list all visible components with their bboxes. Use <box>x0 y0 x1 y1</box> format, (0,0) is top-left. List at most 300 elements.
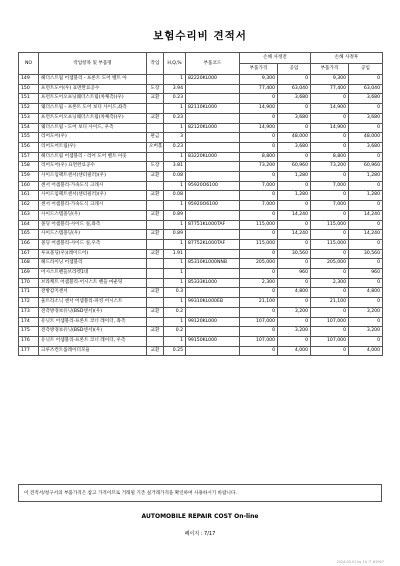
row-no: 177 <box>19 346 39 356</box>
table-row <box>19 113 383 123</box>
row-before-labor: 3,200 <box>278 307 311 317</box>
row-no: 161 <box>19 191 39 201</box>
row-before-labor: 3,680 <box>278 142 311 152</box>
table-row <box>19 104 383 114</box>
row-before-labor: 1,280 <box>278 172 311 182</box>
row-before-part-price: 0 <box>240 230 278 240</box>
row-no: 171 <box>19 288 39 298</box>
row-part-code: 85310KL000NNB <box>186 259 240 269</box>
row-part-code: 87752KL000TAF <box>186 239 240 249</box>
row-part-code <box>186 346 240 356</box>
table-row <box>19 346 383 356</box>
row-after-part-price: 0 <box>311 191 349 201</box>
row-no: 160 <box>19 181 39 191</box>
row-hq: 1 <box>164 220 186 230</box>
row-item-name: 사이드임팩트센서(센터필러)(우) <box>39 191 147 201</box>
table-row <box>19 191 383 201</box>
row-before-labor: 0 <box>278 239 311 249</box>
row-after-labor: 1,280 <box>349 191 383 201</box>
row-before-labor: 63,040 <box>278 84 311 94</box>
row-after-part-price: 115,000 <box>311 239 349 249</box>
row-after-labor: 14,240 <box>349 210 383 220</box>
row-work <box>147 220 164 230</box>
row-before-labor: 0 <box>278 152 311 162</box>
row-no: 172 <box>19 298 39 308</box>
header-after-labor: 공임 <box>349 64 383 75</box>
row-after-labor: 0 <box>349 123 383 133</box>
row-work <box>147 201 164 211</box>
row-no: 156 <box>19 142 39 152</box>
table-row <box>19 278 383 288</box>
row-part-code <box>186 142 240 152</box>
row-after-labor: 0 <box>349 220 383 230</box>
row-before-labor: 0 <box>278 201 311 211</box>
estimate-table <box>18 52 383 356</box>
row-no: 169 <box>19 269 39 279</box>
footer-brand: AUTOMOBILE REPAIR COST On-line <box>141 513 259 520</box>
row-before-part-price: 0 <box>240 269 278 279</box>
row-after-labor: 0 <box>349 278 383 288</box>
row-no: 152 <box>19 104 39 114</box>
row-item-name: 프런트도어오프닝웨더스트립(차체측)(우) <box>39 94 147 104</box>
row-work: 도장 <box>147 162 164 172</box>
header-after: 손해 사정후 <box>311 53 383 64</box>
row-item-name: 울트라소닉 센서 어셈블리-파킹 어시스트 <box>39 298 147 308</box>
row-after-labor: 0 <box>349 239 383 249</box>
row-after-part-price: 0 <box>311 133 349 143</box>
row-after-part-price: 9,300 <box>311 75 349 85</box>
row-item-name: 브라케트 어셈블리-어시스트 핸들 마운팅 <box>39 278 147 288</box>
row-after-labor: 4,800 <box>349 288 383 298</box>
row-before-part-price: 73,200 <box>240 162 278 172</box>
row-no: 151 <box>19 94 39 104</box>
table-row <box>19 172 383 182</box>
row-work: 오버홀 <box>147 142 164 152</box>
row-item-name: 사이드스텝몰딩(우) <box>39 210 147 220</box>
row-after-labor: 3,200 <box>349 307 383 317</box>
row-work: 판금 <box>147 133 164 143</box>
row-after-part-price: 0 <box>311 307 349 317</box>
row-work <box>147 104 164 114</box>
table-row <box>19 327 383 337</box>
table-row <box>19 336 383 346</box>
row-after-labor: 0 <box>349 317 383 327</box>
row-part-code <box>186 307 240 317</box>
row-after-labor: 60,960 <box>349 162 383 172</box>
row-part-code: 85333KL000 <box>186 278 240 288</box>
row-before-labor: 0 <box>278 336 311 346</box>
row-part-code <box>186 269 240 279</box>
header-after-part: 부품가격 <box>311 64 349 75</box>
row-part-code: 99310KL000EB <box>186 298 240 308</box>
row-hq: 0.25 <box>164 346 186 356</box>
row-after-part-price: 0 <box>311 210 349 220</box>
row-after-labor: 3,200 <box>349 327 383 337</box>
table-row <box>19 201 383 211</box>
row-no: 165 <box>19 230 39 240</box>
row-after-part-price: 107,000 <box>311 317 349 327</box>
row-part-code: 99150KL000 <box>186 336 240 346</box>
row-work <box>147 317 164 327</box>
row-item-name: 유닛트 어셈블리-프론트 코너 레이더, 우측 <box>39 336 147 346</box>
row-hq: 1 <box>164 269 186 279</box>
table-row <box>19 123 383 133</box>
row-item-name: 헤더스트립 어셈블리 - 프론트 도어 벨트 아 <box>39 75 147 85</box>
row-before-part-price: 7,000 <box>240 181 278 191</box>
table-row <box>19 162 383 172</box>
row-before-part-price: 0 <box>240 346 278 356</box>
row-before-labor: 14,240 <box>278 210 311 220</box>
row-before-labor: 0 <box>278 181 311 191</box>
header-hq: H,Q,% <box>164 53 186 75</box>
row-no: 153 <box>19 113 39 123</box>
row-hq: 1 <box>164 278 186 288</box>
row-before-labor: 0 <box>278 298 311 308</box>
row-before-part-price: 107,000 <box>240 336 278 346</box>
row-item-name: 프런트도어(우) 표면완료공수 <box>39 84 147 94</box>
row-work: 교환 <box>147 327 164 337</box>
row-before-labor: 30,560 <box>278 249 311 259</box>
row-item-name: 사이드임팩트센서(센터필러)(우) <box>39 172 147 182</box>
row-after-labor: 3,680 <box>349 94 383 104</box>
row-no: 175 <box>19 327 39 337</box>
row-hq: 1 <box>164 104 186 114</box>
header-no: NO <box>19 53 39 75</box>
row-hq: 1 <box>164 317 186 327</box>
row-work: 도장 <box>147 84 164 94</box>
row-after-part-price: 0 <box>311 113 349 123</box>
row-before-part-price: 115,000 <box>240 239 278 249</box>
row-after-part-price: 14,900 <box>311 123 349 133</box>
row-before-labor: 0 <box>278 317 311 327</box>
row-item-name: 리어도어트림(우) <box>39 142 147 152</box>
table-row <box>19 210 383 220</box>
row-after-part-price: 14,900 <box>311 104 349 114</box>
row-before-part-price: 115,000 <box>240 220 278 230</box>
row-after-labor: 3,680 <box>349 142 383 152</box>
row-before-labor: 960 <box>278 269 311 279</box>
table-row <box>19 269 383 279</box>
document-title: 보험수리비 견적서 <box>153 30 247 42</box>
row-no: 155 <box>19 133 39 143</box>
row-after-part-price: 0 <box>311 172 349 182</box>
row-item-name: 크루즈컨트롤레이더모듈 <box>39 346 147 356</box>
row-part-code <box>186 210 240 220</box>
row-no: 158 <box>19 162 39 172</box>
row-after-part-price: 2,300 <box>311 278 349 288</box>
row-after-part-price: 0 <box>311 327 349 337</box>
table-row <box>19 230 383 240</box>
row-item-name: 전측방경보유닛(BSD센서)(우) <box>39 307 147 317</box>
row-hq: 0.23 <box>164 94 186 104</box>
row-no: 168 <box>19 259 39 269</box>
row-work: 교환 <box>147 346 164 356</box>
row-work: 교환 <box>147 288 164 298</box>
table-row <box>19 94 383 104</box>
header-row-1 <box>19 53 383 64</box>
row-no: 164 <box>19 220 39 230</box>
table-row <box>19 259 383 269</box>
row-work <box>147 259 164 269</box>
row-before-part-price: 14,900 <box>240 104 278 114</box>
row-item-name: 헤더스트립 어셈블리 - 리어 도어 벨트 아웃 <box>39 152 147 162</box>
row-work: 교환 <box>147 307 164 317</box>
row-work: 교환 <box>147 210 164 220</box>
row-after-part-price: 0 <box>311 94 349 104</box>
row-work <box>147 278 164 288</box>
row-before-part-price: 8,800 <box>240 152 278 162</box>
row-item-name: 전측방경보유닛(BSD센서)(우) <box>39 327 147 337</box>
row-before-part-price: 205,000 <box>240 259 278 269</box>
row-part-code <box>186 133 240 143</box>
row-no: 167 <box>19 249 39 259</box>
row-hq: 1 <box>164 152 186 162</box>
row-work <box>147 269 164 279</box>
estimate-rows <box>19 75 383 356</box>
row-item-name: 몰딩 어셈블리-사이드 실,우측 <box>39 239 147 249</box>
row-after-labor: 30,560 <box>349 249 383 259</box>
row-hq: 1 <box>164 123 186 133</box>
row-hq: 0.89 <box>164 230 186 240</box>
row-hq: 1 <box>164 201 186 211</box>
row-before-labor: 3,200 <box>278 327 311 337</box>
row-part-code <box>186 113 240 123</box>
row-no: 170 <box>19 278 39 288</box>
row-after-labor: 0 <box>349 201 383 211</box>
row-part-code <box>186 94 240 104</box>
row-after-labor: 48,000 <box>349 133 383 143</box>
row-hq: 3.81 <box>164 162 186 172</box>
row-after-labor: 14,240 <box>349 230 383 240</box>
table-row <box>19 307 383 317</box>
row-no: 176 <box>19 336 39 346</box>
row-hq: 1 <box>164 75 186 85</box>
header-before: 손해 사정전 <box>240 53 311 64</box>
row-item-name: 헤드라이닝 어셈블리 <box>39 259 147 269</box>
row-before-part-price: 0 <box>240 133 278 143</box>
row-before-part-price: 21,100 <box>240 298 278 308</box>
row-before-part-price: 0 <box>240 113 278 123</box>
row-no: 154 <box>19 123 39 133</box>
header-code: 부품코드 <box>186 53 240 75</box>
row-item-name: 센서 어셈블리-가속도식 크래시 <box>39 201 147 211</box>
row-hq: 0.23 <box>164 113 186 123</box>
row-work: 교환 <box>147 191 164 201</box>
row-no: 166 <box>19 239 39 249</box>
row-work: 교환 <box>147 249 164 259</box>
row-part-code <box>186 327 240 337</box>
table-row <box>19 181 383 191</box>
row-item-name: 리어도어(우) <box>39 133 147 143</box>
row-work <box>147 336 164 346</box>
row-before-part-price: 2,300 <box>240 278 278 288</box>
row-hq: 1 <box>164 181 186 191</box>
row-hq: 0.23 <box>164 142 186 152</box>
table-row <box>19 142 383 152</box>
row-before-part-price: 0 <box>240 210 278 220</box>
table-row <box>19 317 383 327</box>
row-part-code: 82220KL000 <box>186 75 240 85</box>
row-no: 159 <box>19 172 39 182</box>
page-number: 페이지 : 7/17 <box>184 531 216 537</box>
row-after-part-price: 0 <box>311 346 349 356</box>
row-no: 162 <box>19 201 39 211</box>
row-before-labor: 4,800 <box>278 288 311 298</box>
table-row <box>19 220 383 230</box>
row-no: 150 <box>19 84 39 94</box>
row-item-name: 유닛트 어셈블리-프론트 코너 레이더, 좌측 <box>39 317 147 327</box>
row-hq: 1 <box>164 336 186 346</box>
row-part-code: 99120KL000 <box>186 317 240 327</box>
row-hq: 3.94 <box>164 84 186 94</box>
row-work: 교환 <box>147 230 164 240</box>
row-before-labor: 0 <box>278 75 311 85</box>
table-row <box>19 239 383 249</box>
row-work: 교환 <box>147 172 164 182</box>
row-work <box>147 152 164 162</box>
row-hq: 3 <box>164 133 186 143</box>
row-item-name: 센서 어셈블리-가속도식 크래시 <box>39 181 147 191</box>
row-hq: 0.89 <box>164 210 186 220</box>
row-before-part-price: 0 <box>240 307 278 317</box>
row-part-code <box>186 249 240 259</box>
row-before-part-price: 0 <box>240 191 278 201</box>
row-hq: 1 <box>164 259 186 269</box>
row-hq: 1 <box>164 239 186 249</box>
row-before-part-price: 7,000 <box>240 201 278 211</box>
table-row <box>19 298 383 308</box>
row-item-name: 몰딩 어셈블리-사이드 실,좌측 <box>39 220 147 230</box>
row-hq: 0.2 <box>164 327 186 337</box>
row-item-name: 사이드스텝몰딩(우) <box>39 230 147 240</box>
row-before-labor: 0 <box>278 259 311 269</box>
row-part-code <box>186 162 240 172</box>
row-part-code <box>186 288 240 298</box>
row-before-labor: 3,680 <box>278 94 311 104</box>
row-before-labor: 0 <box>278 220 311 230</box>
row-after-part-price: 205,000 <box>311 259 349 269</box>
row-hq: 1.91 <box>164 249 186 259</box>
row-part-code <box>186 191 240 201</box>
table-row <box>19 84 383 94</box>
row-hq: 0.3 <box>164 288 186 298</box>
row-after-labor: 0 <box>349 75 383 85</box>
row-after-part-price: 8,800 <box>311 152 349 162</box>
row-item-name: 리어도어(우) 표면완료공수 <box>39 162 147 172</box>
row-after-labor: 0 <box>349 298 383 308</box>
row-after-part-price: 77,400 <box>311 84 349 94</box>
row-after-part-price: 107,000 <box>311 336 349 346</box>
table-row <box>19 249 383 259</box>
row-after-part-price: 0 <box>311 288 349 298</box>
row-after-part-price: 0 <box>311 249 349 259</box>
row-work <box>147 298 164 308</box>
row-item-name: 전방감지센서 <box>39 288 147 298</box>
row-before-labor: 60,960 <box>278 162 311 172</box>
row-no: 157 <box>19 152 39 162</box>
row-after-labor: 1,280 <box>349 172 383 182</box>
row-part-code: 83220KL000 <box>186 152 240 162</box>
row-before-labor: 1,280 <box>278 191 311 201</box>
row-item-name: 루프몰딩(우)(레이드어) <box>39 249 147 259</box>
row-after-labor: 0 <box>349 104 383 114</box>
row-before-part-price: 107,000 <box>240 317 278 327</box>
row-part-code: 82120KL000 <box>186 123 240 133</box>
row-work <box>147 75 164 85</box>
row-work: 교환 <box>147 113 164 123</box>
row-before-part-price: 77,400 <box>240 84 278 94</box>
watermark-text: 2024-05-01 by 1A 가 #2907 <box>336 560 384 564</box>
row-part-code <box>186 172 240 182</box>
row-after-labor: 0 <box>349 336 383 346</box>
row-before-labor: 0 <box>278 104 311 114</box>
row-before-part-price: 0 <box>240 172 278 182</box>
row-item-name: 어시스트핸들브라켓1대 <box>39 269 147 279</box>
row-after-part-price: 7,000 <box>311 201 349 211</box>
row-after-labor: 960 <box>349 269 383 279</box>
row-before-part-price: 0 <box>240 249 278 259</box>
header-before-part: 부품가격 <box>240 64 278 75</box>
price-note: 이 견적서/청구서의 부품가격은 참고 가격이므로 거래될 기존 실거래가격을 확인하여 사용하시기 바랍니다. <box>18 484 382 502</box>
row-item-name: 프런트도어오프닝웨더스트립(차체측)(우) <box>39 113 147 123</box>
row-before-labor: 14,240 <box>278 230 311 240</box>
row-work <box>147 123 164 133</box>
row-part-code <box>186 84 240 94</box>
row-part-code: 87751KL000TAF <box>186 220 240 230</box>
row-after-part-price: 115,000 <box>311 220 349 230</box>
row-before-labor: 0 <box>278 123 311 133</box>
table-row <box>19 75 383 85</box>
row-after-part-price: 0 <box>311 230 349 240</box>
row-no: 163 <box>19 210 39 220</box>
row-before-labor: 4,000 <box>278 346 311 356</box>
row-work <box>147 181 164 191</box>
row-after-labor: 0 <box>349 181 383 191</box>
row-after-labor: 0 <box>349 259 383 269</box>
row-part-code <box>186 230 240 240</box>
row-work: 교환 <box>147 94 164 104</box>
row-hq: 0.2 <box>164 307 186 317</box>
header-item: 작업항목 및 부품명 <box>39 53 147 75</box>
row-after-labor: 0 <box>349 152 383 162</box>
row-after-part-price: 73,200 <box>311 162 349 172</box>
row-hq: 0.08 <box>164 172 186 182</box>
header-before-labor: 공임 <box>278 64 311 75</box>
row-before-part-price: 14,900 <box>240 123 278 133</box>
table-row <box>19 288 383 298</box>
row-hq: 1 <box>164 298 186 308</box>
row-before-labor: 48,000 <box>278 133 311 143</box>
row-after-part-price: 0 <box>311 269 349 279</box>
row-hq: 0.08 <box>164 191 186 201</box>
row-after-part-price: 21,100 <box>311 298 349 308</box>
row-part-code: 95920O6100 <box>186 201 240 211</box>
row-before-part-price: 0 <box>240 327 278 337</box>
row-before-part-price: 0 <box>240 94 278 104</box>
row-item-name: 웨더스트립 - 도어 보디 사이드, 우측 <box>39 123 147 133</box>
row-before-part-price: 0 <box>240 288 278 298</box>
table-row <box>19 152 383 162</box>
row-after-labor: 4,000 <box>349 346 383 356</box>
row-before-labor: 0 <box>278 278 311 288</box>
row-before-part-price: 9,300 <box>240 75 278 85</box>
table-row <box>19 133 383 143</box>
row-after-labor: 63,040 <box>349 84 383 94</box>
row-after-labor: 3,680 <box>349 113 383 123</box>
row-before-part-price: 0 <box>240 142 278 152</box>
row-no: 173 <box>19 307 39 317</box>
row-after-part-price: 7,000 <box>311 181 349 191</box>
